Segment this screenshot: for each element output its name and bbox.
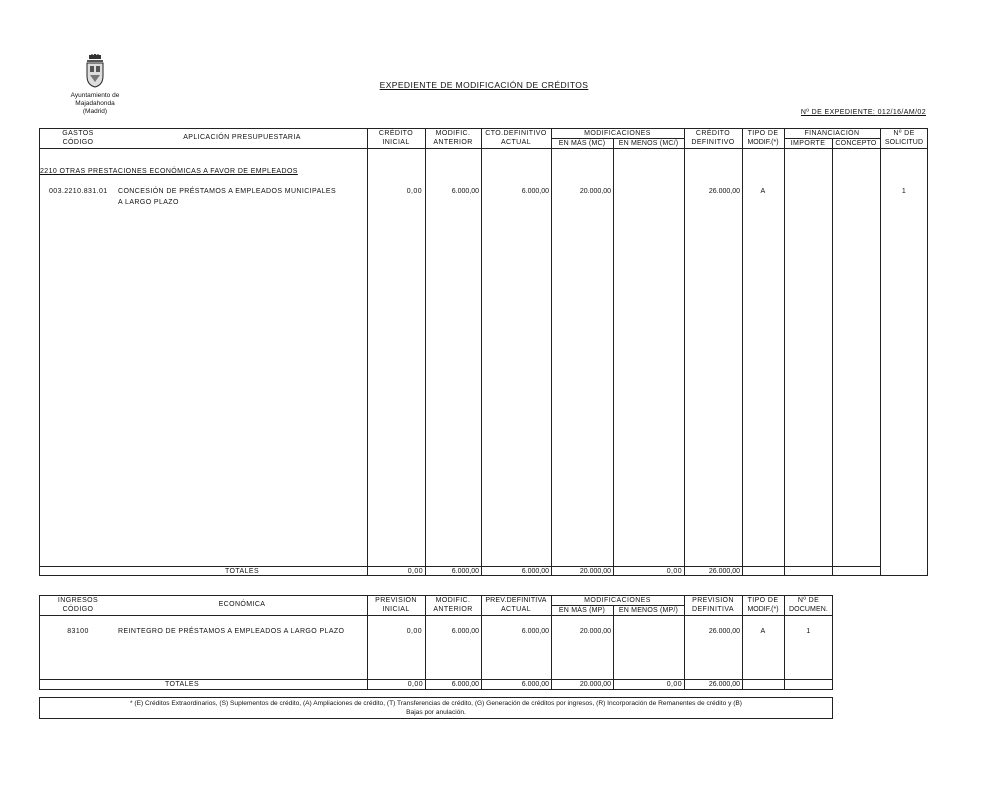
expediente-number — [740, 108, 926, 117]
ingresos-header-documen-1: Nº DE — [797, 597, 820, 604]
footnote-line-1: * (E) Créditos Extraordinarios, (S) Suplementos de crédito, (A) Ampliaciones de crédito, (T) Transferencias de crédito, (G) Generación de créditos por ingresos, (R) Incorporación de Remanentes de crédito y (B) — [129, 700, 743, 707]
gastos-header-tipo-2: MODIF.(*) — [747, 139, 779, 146]
gastos-header-modific-anterior-1: MODIFIC. — [435, 130, 471, 137]
ingresos-totales-modific-anterior: 6.000,00 — [451, 681, 479, 688]
gastos-header-en-mas: EN MÁS (MC) — [558, 140, 606, 147]
ingresos-header-tipo-2: MODIF.(*) — [747, 606, 779, 613]
ingresos-totales-en-menos: 0,00 — [666, 681, 682, 688]
footnote-line-2: Bajas por anulación. — [406, 709, 466, 716]
municipality-name-line-3: (Madrid) — [82, 108, 108, 115]
ingresos-totales-prevision-definitiva: 26.000,00 — [708, 681, 740, 688]
gastos-row-cto-definitivo: 6.000,00 — [521, 188, 549, 195]
gastos-header-aplicacion: APLICACIÓN PRESUPUESTARIA — [183, 134, 301, 141]
gastos-totales-en-menos: 0,00 — [666, 568, 682, 575]
ingresos-totales-label: TOTALES — [164, 681, 200, 688]
gastos-row-descripcion-2: A LARGO PLAZO — [118, 199, 179, 206]
expediente-value: 012/16/AM/02 — [877, 109, 926, 116]
gastos-row-tipo: A — [760, 188, 766, 195]
ingresos-header-modificaciones: MODIFICACIONES — [584, 597, 651, 604]
gastos-totales-credito-inicial: 0,00 — [407, 568, 423, 575]
gastos-header-importe: IMPORTE — [790, 140, 826, 147]
gastos-header-modificaciones: MODIFICACIONES — [584, 130, 651, 137]
gastos-totales-cto-definitivo: 6.000,00 — [521, 568, 549, 575]
ingresos-header-documen-2: DOCUMEN. — [789, 606, 828, 613]
ingresos-row-prevision-inicial: 0,00 — [406, 628, 422, 635]
gastos-totales-label: TOTALES — [224, 568, 260, 575]
gastos-header-credito-definitivo-2: DEFINITIVO — [691, 139, 735, 146]
gastos-header-codigo-top: GASTOS — [62, 130, 94, 137]
ingresos-header-codigo-bottom: CÓDIGO — [62, 606, 94, 613]
ingresos-header-prev-definitiva-1: PREV.DEFINITIVA — [485, 597, 547, 604]
ingresos-totales-prevision-inicial: 0,00 — [407, 681, 423, 688]
gastos-row-en-mas: 20.000,00 — [579, 188, 611, 195]
gastos-row-credito-definitivo: 26.000,00 — [708, 188, 740, 195]
coat-of-arms-icon — [84, 54, 106, 88]
gastos-header-solicitud-2: SOLICITUD — [884, 139, 924, 146]
gastos-header-financiacion: FINANCIACIÓN — [804, 130, 860, 137]
ingresos-row-documen: 1 — [806, 628, 811, 635]
ingresos-header-modific-anterior-2: ANTERIOR — [433, 606, 473, 613]
ingresos-header-prevision-definitiva-1: PREVISIÓN — [692, 597, 734, 604]
gastos-header-modific-anterior-2: ANTERIOR — [433, 139, 473, 146]
gastos-row-solicitud: 1 — [901, 188, 907, 195]
gastos-section-heading: 2210 OTRAS PRESTACIONES ECONÓMICAS A FAVOR DE EMPLEADOS — [40, 168, 298, 175]
ingresos-row-modific-anterior: 6.000,00 — [451, 628, 479, 635]
ingresos-row-prev-definitiva: 6.000,00 — [521, 628, 549, 635]
gastos-header-credito-inicial-2: INICIAL — [382, 139, 410, 146]
ingresos-totales-prev-definitiva: 6.000,00 — [521, 681, 549, 688]
gastos-totales-credito-definitivo: 26.000,00 — [708, 568, 740, 575]
ingresos-header-economica: ECONÓMICA — [218, 601, 266, 608]
expediente-label: Nº DE EXPEDIENTE: — [800, 109, 876, 116]
ingresos-header-prevision-inicial-2: INICIAL — [382, 606, 410, 613]
gastos-totales-en-mas: 20.000,00 — [579, 568, 611, 575]
gastos-row-descripcion-1: CONCESIÓN DE PRÉSTAMOS A EMPLEADOS MUNICIPALES — [118, 188, 337, 195]
gastos-totales-modific-anterior: 6.000,00 — [451, 568, 479, 575]
ingresos-totales-en-mas: 20.000,00 — [579, 681, 611, 688]
page-title: EXPEDIENTE DE MODIFICACIÓN DE CRÉDITOS — [379, 80, 589, 90]
gastos-row-codigo: 003.2210.831.01 — [49, 188, 108, 195]
gastos-header-tipo-1: TIPO DE — [747, 130, 779, 137]
ingresos-header-prevision-inicial-1: PREVISIÓN — [375, 597, 417, 604]
ingresos-header-codigo-top: INGRESOS — [57, 597, 99, 604]
municipality-name-line-1: Ayuntamiento de — [70, 92, 120, 99]
ingresos-header-prev-definitiva-2: ACTUAL — [500, 606, 532, 613]
gastos-row-credito-inicial: 0,00 — [406, 188, 422, 195]
ingresos-row-en-mas: 20.000,00 — [579, 628, 611, 635]
municipality-name-line-2: Majadahonda — [75, 100, 115, 107]
gastos-header-concepto: CONCEPTO — [835, 140, 877, 147]
ingresos-row-descripcion: REINTEGRO DE PRÉSTAMOS A EMPLEADOS A LARGO PLAZO — [118, 628, 345, 635]
ingresos-header-en-menos: EN MENOS (MP/) — [618, 607, 679, 614]
ingresos-header-tipo-1: TIPO DE — [747, 597, 779, 604]
ingresos-header-en-mas: EN MÁS (MP) — [558, 607, 606, 614]
gastos-header-solicitud-1: Nº DE — [893, 130, 915, 137]
gastos-row-modific-anterior: 6.000,00 — [451, 188, 479, 195]
gastos-header-cto-definitivo-1: CTO.DEFINITIVO — [485, 130, 547, 137]
ingresos-row-prevision-definitiva: 26.000,00 — [708, 628, 740, 635]
gastos-header-codigo-bottom: CÓDIGO — [62, 139, 94, 146]
ingresos-row-tipo: A — [760, 628, 766, 635]
gastos-header-credito-inicial-1: CRÉDITO — [378, 130, 414, 137]
gastos-header-en-menos: EN MENOS (MC/) — [618, 140, 679, 147]
ingresos-header-modific-anterior-1: MODIFIC. — [435, 597, 471, 604]
gastos-header-credito-definitivo-1: CRÉDITO — [695, 130, 731, 137]
ingresos-header-prevision-definitiva-2: DEFINITIVA — [692, 606, 734, 613]
gastos-header-cto-definitivo-2: ACTUAL — [500, 139, 532, 146]
ingresos-row-codigo: 83100 — [67, 628, 89, 635]
